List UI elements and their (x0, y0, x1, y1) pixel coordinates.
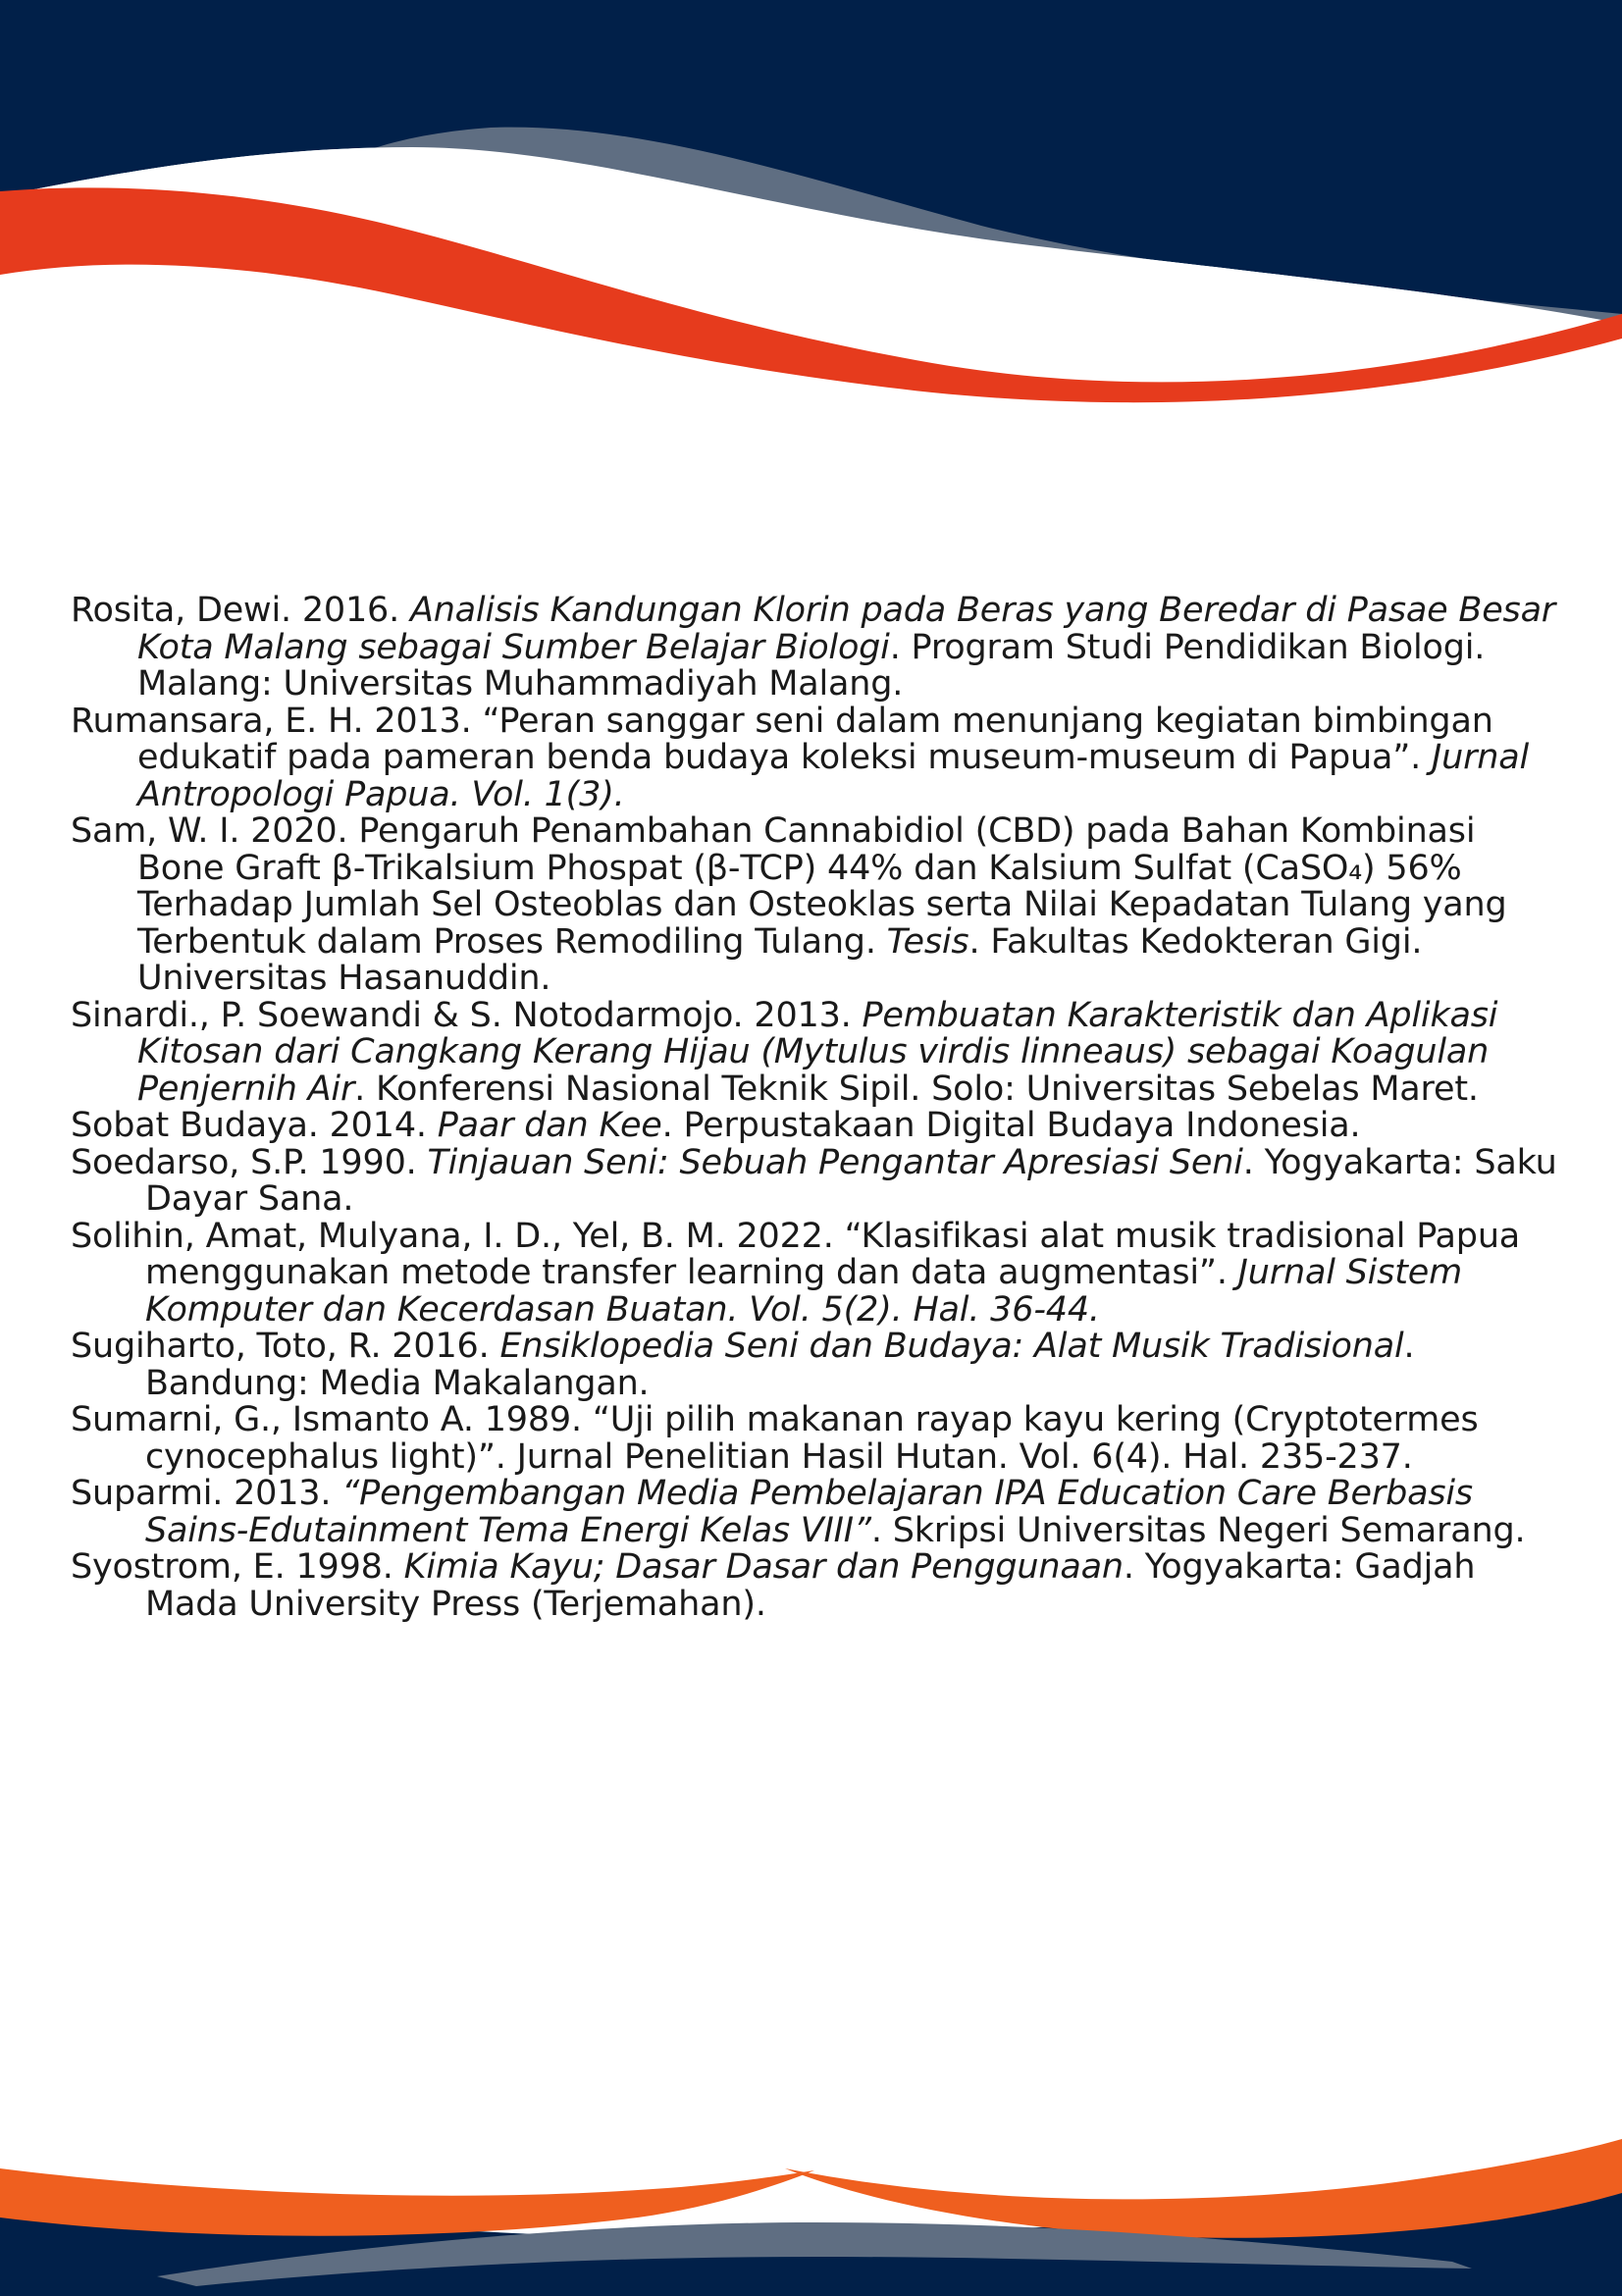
reference-author: Syostrom, E. 1998. (71, 1547, 404, 1587)
reference-rest: . Program Studi Pendidikan Biologi. Malang: Universitas Muhammadiyah Malang. (137, 627, 1486, 704)
reference-title: Pembuatan Karakteristik dan Aplikasi Kitosan dari Cangkang Kerang Hijau (Mytulus virdis linneaus) sebagai Koagulan Penjernih Air (137, 995, 1498, 1109)
reference-rest: . Yogyakarta: Saku Dayar Sana. (145, 1142, 1557, 1219)
reference-title: Jurnal Antropologi Papua. Vol. 1(3). (137, 738, 1530, 814)
reference-author: Sinardi., P. Soewandi & S. Notodarmojo. 2013. (71, 995, 863, 1035)
reference-rest: . Yogyakarta: Gadjah Mada University Press (Terjemahan). (145, 1547, 1476, 1624)
reference-title: Analisis Kandungan Klorin pada Beras yang Beredar di Pasae Besar Kota Malang sebagai Sumber Belajar Biologi (137, 591, 1556, 667)
reference-author: Rosita, Dewi. 2016. (71, 591, 410, 630)
reference-rest: . Skripsi Universitas Negeri Semarang. (870, 1510, 1526, 1550)
top-wave-decoration (0, 0, 1622, 412)
reference-entry (71, 1142, 1562, 1219)
reference-entry (71, 813, 1562, 998)
reference-entry (71, 1549, 1562, 1623)
reference-entry (71, 1108, 1562, 1145)
reference-author: Sam, W. I. 2020. Pengaruh Penambahan Cannabidiol (CBD) pada Bahan Kombinasi Bone Graft β-Trikalsium Phospat (β-TCP) 44% dan Kalsium Sulfat (CaSO₄) 56% Terhadap Jumlah Sel Osteoblas dan Osteoklas serta Nilai Kepadatan Tulang yang Terbentuk dalam Proses Remodiling Tulang. (71, 811, 1507, 962)
reference-author: Solihin, Amat, Mulyana, I. D., Yel, B. M. 2022. “Klasifikasi alat musik tradisional Papua menggunakan metode transfer learning dan data augmentasi”. (71, 1216, 1521, 1292)
reference-list (71, 593, 1562, 1623)
reference-entry (71, 1402, 1562, 1476)
reference-author: Sumarni, G., Ismanto A. 1989. “Uji pilih makanan rayap kayu kering (Cryptotermes cynocephalus light)”. Jurnal Penelitian Hasil Hutan. Vol. 6(4). Hal. 235-237. (71, 1400, 1479, 1477)
reference-rest: . Perpustakaan Digital Budaya Indonesia. (661, 1106, 1361, 1145)
reference-rest: . Fakultas Kedokteran Gigi. Universitas Hasanuddin. (137, 921, 1423, 998)
reference-author: Rumansara, E. H. 2013. “Peran sanggar seni dalam menunjang kegiatan bimbingan edukatif pada pameran benda budaya koleksi museum-museum di Papua”. (71, 701, 1493, 777)
reference-entry (71, 593, 1562, 704)
reference-author: Sobat Budaya. 2014. (71, 1106, 438, 1145)
reference-title: Paar dan Kee (437, 1106, 662, 1145)
reference-author: Sugiharto, Toto, R. 2016. (71, 1327, 500, 1366)
bottom-wave-decoration (0, 2100, 1622, 2296)
reference-title: Ensiklopedia Seni dan Budaya: Alat Musik Tradisional (499, 1327, 1404, 1366)
reference-entry (71, 701, 1562, 814)
reference-title: Tinjauan Seni: Sebuah Pengantar Apresiasi Seni (427, 1142, 1243, 1182)
reference-entry (71, 995, 1562, 1109)
reference-entry (71, 1476, 1562, 1549)
reference-entry (71, 1216, 1562, 1330)
reference-title: Tesis (886, 921, 969, 962)
reference-author: Suparmi. 2013. (71, 1474, 342, 1513)
reference-title: Kimia Kayu; Dasar Dasar dan Penggunaan (403, 1547, 1124, 1587)
reference-entry (71, 1329, 1562, 1402)
reference-title: Jurnal Sistem Komputer dan Kecerdasan Buatan. Vol. 5(2). Hal. 36-44. (145, 1253, 1462, 1330)
reference-rest: . Bandung: Media Makalangan. (145, 1327, 1415, 1403)
reference-author: Soedarso, S.P. 1990. (71, 1142, 428, 1182)
reference-rest: . Konferensi Nasional Teknik Sipil. Solo: Universitas Sebelas Maret. (354, 1069, 1479, 1109)
reference-title: “Pengembangan Media Pembelajaran IPA Education Care Berbasis Sains-Edutainment Tema Energi Kelas VIII” (145, 1474, 1473, 1550)
